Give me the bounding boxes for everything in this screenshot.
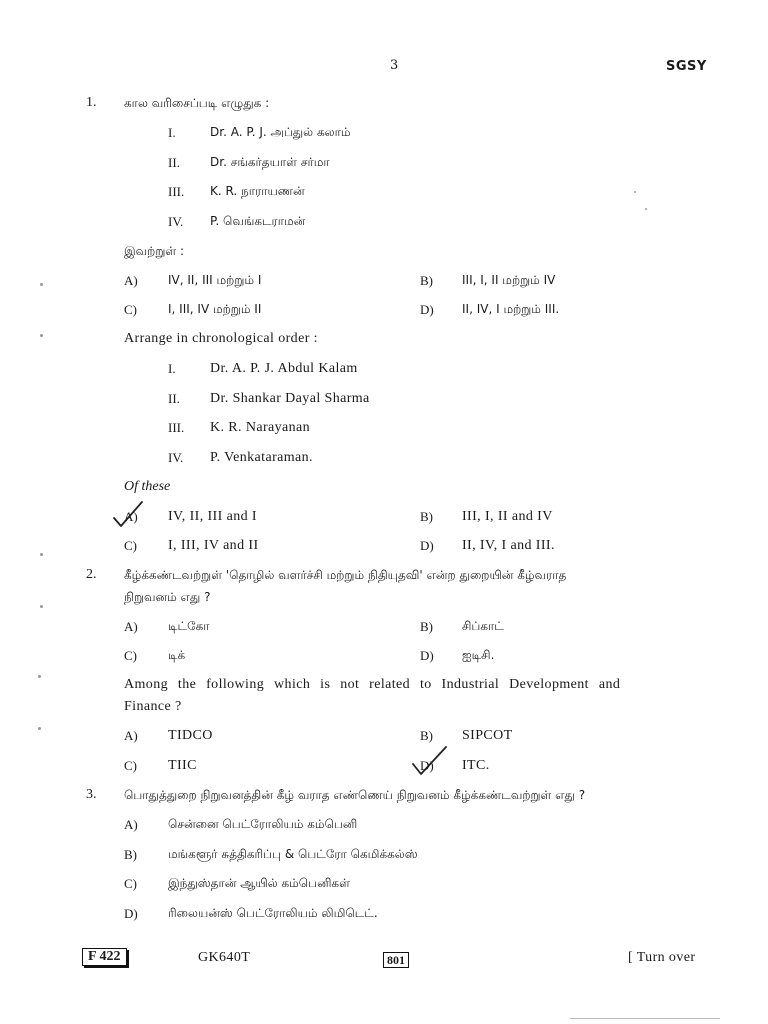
scan-speck [40,605,43,608]
q1-ta-item-3-num: III. [168,184,185,199]
page-serial-box: 801 [383,952,409,968]
q1-en-option-a: IV, II, III and I [168,509,257,524]
q1-en-item-3: K. R. Narayanan [210,420,311,435]
paper-code: SGSY [666,59,707,74]
q3-ta-option-d: ரிலையன்ஸ் பெட்ரோலியம் லிமிடெட். [168,906,378,920]
q2-ta-option-b: சிப்காட் [462,619,504,633]
q1-ta-item-2: Dr. சங்கர்தயாள் சர்மா [210,155,330,169]
q1-en-option-a-label: A) [124,509,138,524]
q2-ta-option-b-label: B) [420,619,433,634]
q2-ta-option-c: டிக் [168,648,186,662]
q1-en-of-these: Of these [124,479,171,494]
q1-en-option-d: II, IV, I and III. [462,538,555,553]
q1-en-option-d-label: D) [420,538,434,553]
question-2-ta-line-2: நிறுவனம் எது ? [124,590,211,604]
q1-ta-item-1-num: I. [168,125,176,140]
q3-ta-option-b-label: B) [124,847,137,862]
question-1-en-text: Arrange in chronological order : [124,331,318,346]
scan-speck [40,334,43,337]
q1-en-option-b: III, I, II and IV [462,509,553,524]
q2-en-option-d-label: D) [420,758,434,773]
question-3-ta-text: பொதுத்துறை நிறுவனத்தின் கீழ் வராத எண்ணெய் நிறுவனம் கீழ்க்கண்டவற்றுள் எது ? [124,788,586,802]
q1-ta-option-a-label: A) [124,273,138,288]
scan-speck [634,191,636,193]
q1-ta-item-4-num: IV. [168,214,184,229]
q1-en-option-c-label: C) [124,538,137,553]
q2-ta-option-a-label: A) [124,619,138,634]
q1-en-item-1-num: I. [168,361,176,376]
page-number: 3 [390,58,399,73]
q2-en-option-c: TIIC [168,758,197,773]
q1-en-item-3-num: III. [168,420,185,435]
q3-ta-option-a-label: A) [124,817,138,832]
q1-ta-option-b: III, I, II மற்றும் IV [462,273,556,287]
q2-en-option-b: SIPCOT [462,728,513,743]
scan-speck [38,675,41,678]
scan-edge-line [570,1018,720,1019]
scan-speck [645,208,647,210]
question-1-ta-text: கால வரிசைப்படி எழுதுக : [124,96,270,110]
q1-en-item-4-num: IV. [168,450,184,465]
q2-en-option-c-label: C) [124,758,137,773]
q1-ta-option-c: I, III, IV மற்றும் II [168,302,262,316]
q2-ta-option-d: ஐடிசி. [462,648,495,662]
q1-en-option-c: I, III, IV and II [168,538,259,553]
q1-ta-item-1: Dr. A. P. J. அப்துல் கலாம் [210,125,351,139]
q1-ta-of-these: இவற்றுள் : [124,244,185,258]
q1-ta-option-a: IV, II, III மற்றும் I [168,273,262,287]
q1-ta-item-2-num: II. [168,155,180,170]
q1-ta-item-4: P. வெங்கடராமன் [210,214,306,228]
q1-ta-option-d-label: D) [420,302,434,317]
q3-ta-option-c: இந்துஸ்தான் ஆயில் கம்பெனிகள் [168,876,350,890]
q2-en-option-d: ITC. [462,758,490,773]
question-2-en-line-2: Finance ? [124,699,182,714]
q2-ta-option-a: டிட்கோ [168,619,210,633]
question-2-en-line-1: Among the following which is not related to Industrial Development and [124,677,621,692]
q2-ta-option-c-label: C) [124,648,137,663]
q1-en-item-4: P. Venkataraman. [210,450,313,465]
q3-ta-option-c-label: C) [124,876,137,891]
q1-en-item-2-num: II. [168,391,180,406]
q2-en-option-a-label: A) [124,728,138,743]
booklet-code-box: F 422 [82,948,127,966]
q1-ta-option-b-label: B) [420,273,433,288]
turn-over-label: [ Turn over [628,950,696,965]
q1-en-item-2: Dr. Shankar Dayal Sharma [210,391,370,406]
q1-ta-option-d: II, IV, I மற்றும் III. [462,302,560,316]
q3-ta-option-d-label: D) [124,906,138,921]
scan-speck [40,553,43,556]
q2-en-option-a: TIDCO [168,728,213,743]
q3-ta-option-b: மங்களூர் சுத்திகரிப்பு & பெட்ரோ கெமிக்கல்ஸ் [168,847,418,861]
question-3-number: 3. [86,787,97,802]
question-2-ta-line-1: கீழ்க்கண்டவற்றுள் 'தொழில் வளர்ச்சி மற்றும் நிதியுதவி' என்ற துறையின் கீழ்வராத [124,568,567,582]
question-2-number: 2. [86,567,97,582]
series-code: GK640T [198,950,251,965]
q2-en-option-b-label: B) [420,728,433,743]
scan-speck [40,283,43,286]
q1-ta-item-3: K. R. நாராயணன் [210,184,305,198]
question-1-number: 1. [86,95,97,110]
scan-speck [38,727,41,730]
q1-en-item-1: Dr. A. P. J. Abdul Kalam [210,361,358,376]
q1-en-option-b-label: B) [420,509,433,524]
q2-ta-option-d-label: D) [420,648,434,663]
q3-ta-option-a: சென்னை பெட்ரோலியம் கம்பெனி [168,817,358,831]
q1-ta-option-c-label: C) [124,302,137,317]
